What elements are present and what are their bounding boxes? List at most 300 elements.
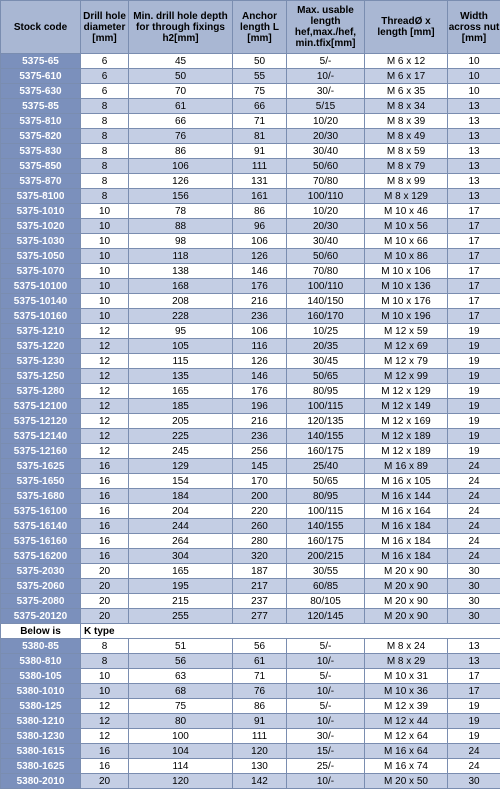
table-row (1, 309, 500, 324)
cell-min-drill-depth: 66 (129, 114, 233, 129)
cell-max-usable-length: 30/40 (287, 234, 365, 249)
cell-width-across-nut: 19 (448, 714, 500, 729)
cell-drill-hole-diameter: 16 (81, 534, 129, 549)
cell-stock-code: 5375-65 (1, 54, 81, 69)
cell-thread-length: M 6 x 12 (365, 54, 448, 69)
cell-drill-hole-diameter: 12 (81, 699, 129, 714)
cell-anchor-length: 196 (233, 399, 287, 414)
cell-drill-hole-diameter: 12 (81, 729, 129, 744)
table-row (1, 69, 500, 84)
cell-thread-length: M 8 x 39 (365, 114, 448, 129)
table-row (1, 714, 500, 729)
cell-anchor-length: 96 (233, 219, 287, 234)
cell-thread-length: M 16 x 144 (365, 489, 448, 504)
table-row (1, 399, 500, 414)
cell-width-across-nut: 17 (448, 669, 500, 684)
cell-min-drill-depth: 104 (129, 744, 233, 759)
table-row (1, 144, 500, 159)
cell-anchor-length: 71 (233, 669, 287, 684)
cell-stock-code: 5375-1010 (1, 204, 81, 219)
cell-max-usable-length: 100/110 (287, 189, 365, 204)
cell-stock-code: 5375-850 (1, 159, 81, 174)
table-row (1, 279, 500, 294)
cell-max-usable-length: 5/- (287, 54, 365, 69)
cell-drill-hole-diameter: 20 (81, 579, 129, 594)
cell-anchor-length: 146 (233, 369, 287, 384)
cell-min-drill-depth: 78 (129, 204, 233, 219)
cell-anchor-length: 81 (233, 129, 287, 144)
cell-width-across-nut: 13 (448, 189, 500, 204)
cell-drill-hole-diameter: 10 (81, 294, 129, 309)
cell-drill-hole-diameter: 8 (81, 144, 129, 159)
cell-thread-length: M 12 x 149 (365, 399, 448, 414)
cell-thread-length: M 10 x 106 (365, 264, 448, 279)
cell-max-usable-length: 10/20 (287, 114, 365, 129)
table-row (1, 159, 500, 174)
cell-max-usable-length: 80/95 (287, 384, 365, 399)
cell-stock-code: 5375-10160 (1, 309, 81, 324)
cell-stock-code: 5375-16140 (1, 519, 81, 534)
cell-anchor-length: 145 (233, 459, 287, 474)
cell-drill-hole-diameter: 8 (81, 654, 129, 669)
table-row (1, 564, 500, 579)
table-row (1, 429, 500, 444)
cell-min-drill-depth: 304 (129, 549, 233, 564)
cell-thread-length: M 12 x 59 (365, 324, 448, 339)
cell-max-usable-length: 50/60 (287, 159, 365, 174)
cell-anchor-length: 76 (233, 684, 287, 699)
cell-width-across-nut: 19 (448, 444, 500, 459)
cell-stock-code: 5375-20120 (1, 609, 81, 624)
cell-width-across-nut: 30 (448, 564, 500, 579)
table-row (1, 99, 500, 114)
cell-stock-code: 5375-16160 (1, 534, 81, 549)
cell-stock-code: 5375-2030 (1, 564, 81, 579)
cell-drill-hole-diameter: 10 (81, 249, 129, 264)
cell-anchor-length: 130 (233, 759, 287, 774)
cell-min-drill-depth: 106 (129, 159, 233, 174)
cell-stock-code: 5375-12120 (1, 414, 81, 429)
table-row (1, 354, 500, 369)
cell-stock-code: 5375-16200 (1, 549, 81, 564)
table-row (1, 669, 500, 684)
cell-drill-hole-diameter: 20 (81, 564, 129, 579)
cell-drill-hole-diameter: 12 (81, 429, 129, 444)
cell-min-drill-depth: 168 (129, 279, 233, 294)
cell-anchor-length: 75 (233, 84, 287, 99)
cell-max-usable-length: 160/170 (287, 309, 365, 324)
cell-stock-code: 5375-1030 (1, 234, 81, 249)
table-row (1, 654, 500, 669)
cell-stock-code: 5375-830 (1, 144, 81, 159)
cell-width-across-nut: 13 (448, 144, 500, 159)
table-row (1, 534, 500, 549)
cell-max-usable-length: 30/- (287, 729, 365, 744)
cell-drill-hole-diameter: 12 (81, 444, 129, 459)
cell-anchor-length: 50 (233, 54, 287, 69)
table-row (1, 549, 500, 564)
cell-min-drill-depth: 114 (129, 759, 233, 774)
cell-drill-hole-diameter: 12 (81, 399, 129, 414)
cell-width-across-nut: 17 (448, 294, 500, 309)
cell-stock-code: 5380-1625 (1, 759, 81, 774)
cell-min-drill-depth: 76 (129, 129, 233, 144)
cell-stock-code: 5375-10100 (1, 279, 81, 294)
cell-width-across-nut: 13 (448, 159, 500, 174)
cell-thread-length: M 16 x 74 (365, 759, 448, 774)
cell-min-drill-depth: 205 (129, 414, 233, 429)
cell-width-across-nut: 19 (448, 339, 500, 354)
cell-width-across-nut: 24 (448, 489, 500, 504)
cell-max-usable-length: 80/95 (287, 489, 365, 504)
table-row (1, 759, 500, 774)
cell-min-drill-depth: 88 (129, 219, 233, 234)
cell-anchor-length: 236 (233, 309, 287, 324)
cell-width-across-nut: 19 (448, 399, 500, 414)
cell-anchor-length: 200 (233, 489, 287, 504)
cell-min-drill-depth: 129 (129, 459, 233, 474)
cell-width-across-nut: 13 (448, 174, 500, 189)
cell-width-across-nut: 30 (448, 609, 500, 624)
cell-stock-code: 5375-810 (1, 114, 81, 129)
cell-min-drill-depth: 45 (129, 54, 233, 69)
cell-thread-length: M 16 x 164 (365, 504, 448, 519)
table-row (1, 339, 500, 354)
cell-anchor-length: 91 (233, 144, 287, 159)
cell-stock-code: 5375-85 (1, 99, 81, 114)
cell-stock-code: 5375-10140 (1, 294, 81, 309)
cell-min-drill-depth: 120 (129, 774, 233, 789)
cell-anchor-length: 111 (233, 729, 287, 744)
cell-width-across-nut: 17 (448, 234, 500, 249)
cell-thread-length: M 8 x 129 (365, 189, 448, 204)
cell-min-drill-depth: 115 (129, 354, 233, 369)
cell-thread-length: M 10 x 66 (365, 234, 448, 249)
cell-thread-length: M 12 x 99 (365, 369, 448, 384)
header-drill-hole-diameter: Drill hole diameter [mm] (81, 1, 129, 54)
cell-width-across-nut: 17 (448, 204, 500, 219)
cell-drill-hole-diameter: 20 (81, 594, 129, 609)
cell-anchor-length: 66 (233, 99, 287, 114)
table-row (1, 444, 500, 459)
cell-max-usable-length: 100/110 (287, 279, 365, 294)
cell-width-across-nut: 19 (448, 699, 500, 714)
cell-max-usable-length: 5/- (287, 669, 365, 684)
table-row (1, 459, 500, 474)
cell-thread-length: M 10 x 31 (365, 669, 448, 684)
cell-anchor-length: 120 (233, 744, 287, 759)
cell-anchor-length: 280 (233, 534, 287, 549)
cell-width-across-nut: 24 (448, 504, 500, 519)
cell-max-usable-length: 5/- (287, 699, 365, 714)
cell-drill-hole-diameter: 16 (81, 489, 129, 504)
cell-min-drill-depth: 70 (129, 84, 233, 99)
cell-thread-length: M 20 x 90 (365, 594, 448, 609)
table-row (1, 384, 500, 399)
cell-stock-code: 5375-1070 (1, 264, 81, 279)
cell-max-usable-length: 10/- (287, 774, 365, 789)
cell-anchor-length: 56 (233, 639, 287, 654)
cell-min-drill-depth: 68 (129, 684, 233, 699)
cell-min-drill-depth: 225 (129, 429, 233, 444)
cell-anchor-length: 260 (233, 519, 287, 534)
cell-max-usable-length: 50/65 (287, 474, 365, 489)
cell-thread-length: M 12 x 79 (365, 354, 448, 369)
cell-min-drill-depth: 245 (129, 444, 233, 459)
cell-thread-length: M 16 x 184 (365, 549, 448, 564)
table-row (1, 594, 500, 609)
cell-width-across-nut: 17 (448, 249, 500, 264)
cell-anchor-length: 86 (233, 699, 287, 714)
cell-min-drill-depth: 215 (129, 594, 233, 609)
cell-max-usable-length: 60/85 (287, 579, 365, 594)
cell-stock-code: 5380-1230 (1, 729, 81, 744)
table-row (1, 639, 500, 654)
cell-drill-hole-diameter: 12 (81, 414, 129, 429)
table-row (1, 699, 500, 714)
cell-thread-length: M 8 x 49 (365, 129, 448, 144)
cell-anchor-length: 176 (233, 384, 287, 399)
cell-anchor-length: 236 (233, 429, 287, 444)
cell-stock-code: 5380-85 (1, 639, 81, 654)
cell-width-across-nut: 13 (448, 99, 500, 114)
cell-anchor-length: 61 (233, 654, 287, 669)
cell-min-drill-depth: 126 (129, 174, 233, 189)
cell-min-drill-depth: 56 (129, 654, 233, 669)
header-anchor-length: Anchor length L [mm] (233, 1, 287, 54)
table-row (1, 234, 500, 249)
cell-stock-code: 5380-1210 (1, 714, 81, 729)
cell-width-across-nut: 19 (448, 354, 500, 369)
cell-max-usable-length: 140/150 (287, 294, 365, 309)
table-row (1, 414, 500, 429)
cell-anchor-length: 320 (233, 549, 287, 564)
cell-min-drill-depth: 156 (129, 189, 233, 204)
cell-drill-hole-diameter: 10 (81, 684, 129, 699)
table-row (1, 369, 500, 384)
cell-width-across-nut: 19 (448, 369, 500, 384)
cell-thread-length: M 12 x 64 (365, 729, 448, 744)
cell-min-drill-depth: 80 (129, 714, 233, 729)
cell-min-drill-depth: 185 (129, 399, 233, 414)
cell-width-across-nut: 17 (448, 264, 500, 279)
cell-drill-hole-diameter: 10 (81, 204, 129, 219)
cell-thread-length: M 10 x 36 (365, 684, 448, 699)
table-row (1, 489, 500, 504)
cell-drill-hole-diameter: 10 (81, 279, 129, 294)
cell-anchor-length: 111 (233, 159, 287, 174)
cell-drill-hole-diameter: 8 (81, 639, 129, 654)
cell-min-drill-depth: 204 (129, 504, 233, 519)
table-row (1, 204, 500, 219)
cell-min-drill-depth: 95 (129, 324, 233, 339)
cell-min-drill-depth: 98 (129, 234, 233, 249)
cell-drill-hole-diameter: 16 (81, 519, 129, 534)
cell-min-drill-depth: 135 (129, 369, 233, 384)
cell-anchor-length: 55 (233, 69, 287, 84)
cell-min-drill-depth: 244 (129, 519, 233, 534)
section-row-k-type (1, 624, 500, 639)
cell-thread-length: M 12 x 189 (365, 429, 448, 444)
table-header (1, 1, 500, 54)
cell-max-usable-length: 140/155 (287, 519, 365, 534)
cell-drill-hole-diameter: 12 (81, 384, 129, 399)
cell-max-usable-length: 30/45 (287, 354, 365, 369)
cell-stock-code: 5380-2010 (1, 774, 81, 789)
cell-drill-hole-diameter: 6 (81, 84, 129, 99)
cell-stock-code: 5375-870 (1, 174, 81, 189)
cell-thread-length: M 16 x 64 (365, 744, 448, 759)
cell-anchor-length: 277 (233, 609, 287, 624)
cell-thread-length: M 6 x 17 (365, 69, 448, 84)
cell-anchor-length: 71 (233, 114, 287, 129)
cell-thread-length: M 10 x 176 (365, 294, 448, 309)
cell-thread-length: M 8 x 29 (365, 654, 448, 669)
cell-anchor-length: 256 (233, 444, 287, 459)
cell-stock-code: 5375-16100 (1, 504, 81, 519)
cell-max-usable-length: 25/- (287, 759, 365, 774)
cell-thread-length: M 8 x 99 (365, 174, 448, 189)
cell-min-drill-depth: 61 (129, 99, 233, 114)
table-row (1, 609, 500, 624)
cell-drill-hole-diameter: 12 (81, 354, 129, 369)
cell-stock-code: 5375-630 (1, 84, 81, 99)
cell-drill-hole-diameter: 8 (81, 114, 129, 129)
cell-drill-hole-diameter: 16 (81, 549, 129, 564)
cell-anchor-length: 142 (233, 774, 287, 789)
cell-max-usable-length: 10/25 (287, 324, 365, 339)
cell-anchor-length: 106 (233, 324, 287, 339)
cell-max-usable-length: 160/175 (287, 534, 365, 549)
cell-thread-length: M 20 x 50 (365, 774, 448, 789)
cell-max-usable-length: 200/215 (287, 549, 365, 564)
cell-min-drill-depth: 165 (129, 564, 233, 579)
cell-min-drill-depth: 264 (129, 534, 233, 549)
cell-drill-hole-diameter: 10 (81, 669, 129, 684)
cell-drill-hole-diameter: 12 (81, 714, 129, 729)
cell-width-across-nut: 19 (448, 384, 500, 399)
table-row (1, 249, 500, 264)
cell-max-usable-length: 15/- (287, 744, 365, 759)
cell-max-usable-length: 100/115 (287, 399, 365, 414)
cell-drill-hole-diameter: 6 (81, 54, 129, 69)
cell-min-drill-depth: 86 (129, 144, 233, 159)
cell-width-across-nut: 13 (448, 129, 500, 144)
cell-max-usable-length: 20/30 (287, 129, 365, 144)
cell-max-usable-length: 30/55 (287, 564, 365, 579)
cell-max-usable-length: 10/- (287, 69, 365, 84)
cell-min-drill-depth: 75 (129, 699, 233, 714)
table-row (1, 114, 500, 129)
cell-stock-code: 5375-2060 (1, 579, 81, 594)
cell-width-across-nut: 17 (448, 219, 500, 234)
cell-max-usable-length: 10/- (287, 684, 365, 699)
cell-drill-hole-diameter: 12 (81, 369, 129, 384)
cell-width-across-nut: 24 (448, 759, 500, 774)
cell-anchor-length: 237 (233, 594, 287, 609)
cell-thread-length: M 16 x 89 (365, 459, 448, 474)
cell-max-usable-length: 100/115 (287, 504, 365, 519)
cell-thread-length: M 8 x 34 (365, 99, 448, 114)
cell-stock-code: 5375-12140 (1, 429, 81, 444)
cell-stock-code: 5375-610 (1, 69, 81, 84)
cell-drill-hole-diameter: 16 (81, 504, 129, 519)
table-body (1, 54, 500, 789)
header-width-across-nut: Width across nut [mm] (448, 1, 500, 54)
cell-max-usable-length: 20/35 (287, 339, 365, 354)
cell-min-drill-depth: 100 (129, 729, 233, 744)
cell-thread-length: M 8 x 79 (365, 159, 448, 174)
cell-width-across-nut: 24 (448, 474, 500, 489)
cell-thread-length: M 16 x 184 (365, 519, 448, 534)
cell-drill-hole-diameter: 16 (81, 759, 129, 774)
header-min-drill-hole-depth: Min. drill hole depth for through fixings h2[mm] (129, 1, 233, 54)
cell-thread-length: M 12 x 129 (365, 384, 448, 399)
cell-max-usable-length: 5/15 (287, 99, 365, 114)
cell-anchor-length: 216 (233, 414, 287, 429)
cell-max-usable-length: 70/80 (287, 264, 365, 279)
cell-min-drill-depth: 228 (129, 309, 233, 324)
cell-max-usable-length: 5/- (287, 639, 365, 654)
cell-width-across-nut: 24 (448, 744, 500, 759)
cell-max-usable-length: 70/80 (287, 174, 365, 189)
cell-thread-length: M 10 x 86 (365, 249, 448, 264)
header-max-usable-length: Max. usable length hef,max./hef, min.tfix[mm] (287, 1, 365, 54)
cell-width-across-nut: 13 (448, 114, 500, 129)
cell-stock-code: 5375-820 (1, 129, 81, 144)
cell-thread-length: M 20 x 90 (365, 579, 448, 594)
table-row (1, 84, 500, 99)
cell-width-across-nut: 19 (448, 729, 500, 744)
cell-width-across-nut: 17 (448, 684, 500, 699)
cell-max-usable-length: 50/65 (287, 369, 365, 384)
cell-stock-code: 5380-1010 (1, 684, 81, 699)
cell-width-across-nut: 10 (448, 54, 500, 69)
cell-anchor-length: 220 (233, 504, 287, 519)
cell-stock-code: 5375-1680 (1, 489, 81, 504)
cell-stock-code: 5375-1280 (1, 384, 81, 399)
cell-anchor-length: 170 (233, 474, 287, 489)
cell-stock-code: 5375-2080 (1, 594, 81, 609)
cell-stock-code: 5375-1250 (1, 369, 81, 384)
cell-drill-hole-diameter: 6 (81, 69, 129, 84)
cell-width-across-nut: 19 (448, 324, 500, 339)
table-row (1, 219, 500, 234)
section-label: Below is (1, 624, 81, 639)
table-row (1, 189, 500, 204)
cell-stock-code: 5375-1650 (1, 474, 81, 489)
cell-thread-length: M 12 x 44 (365, 714, 448, 729)
cell-thread-length: M 12 x 189 (365, 444, 448, 459)
cell-thread-length: M 12 x 39 (365, 699, 448, 714)
table-row (1, 774, 500, 789)
cell-drill-hole-diameter: 8 (81, 174, 129, 189)
cell-min-drill-depth: 165 (129, 384, 233, 399)
cell-width-across-nut: 24 (448, 459, 500, 474)
cell-thread-length: M 16 x 105 (365, 474, 448, 489)
cell-max-usable-length: 10/- (287, 654, 365, 669)
cell-min-drill-depth: 51 (129, 639, 233, 654)
cell-max-usable-length: 20/30 (287, 219, 365, 234)
cell-anchor-length: 126 (233, 249, 287, 264)
cell-width-across-nut: 13 (448, 654, 500, 669)
cell-width-across-nut: 24 (448, 534, 500, 549)
cell-width-across-nut: 17 (448, 309, 500, 324)
cell-stock-code: 5375-1050 (1, 249, 81, 264)
cell-stock-code: 5380-810 (1, 654, 81, 669)
cell-thread-length: M 10 x 196 (365, 309, 448, 324)
cell-stock-code: 5380-1615 (1, 744, 81, 759)
